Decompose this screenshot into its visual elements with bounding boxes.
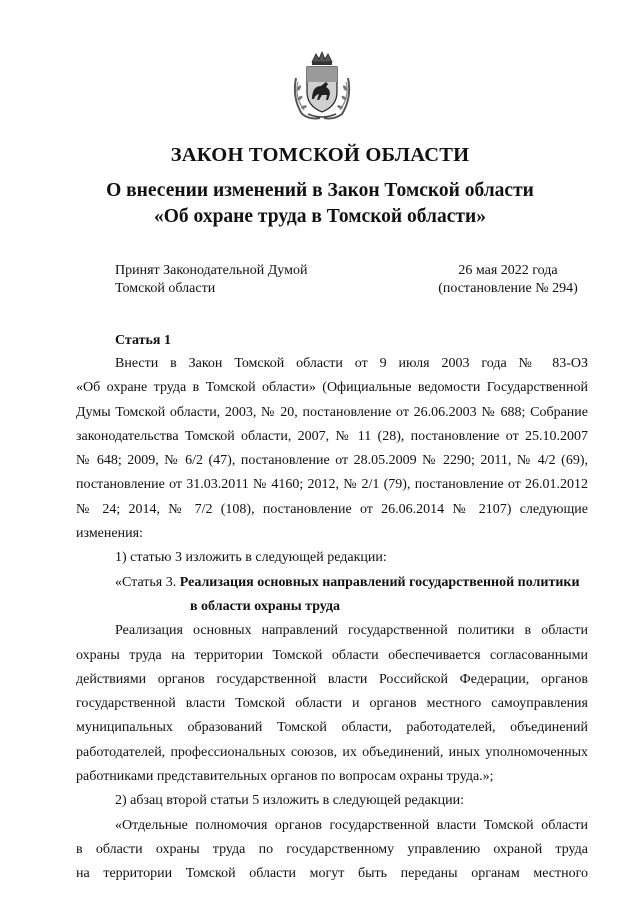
item-2: 2) абзац второй статьи 5 изложить в следующей редакции: — [115, 793, 465, 809]
article-1-body — [76, 352, 588, 887]
article-5-line: «Отдельные полномочия органов государственной власти Томской области — [115, 817, 588, 833]
article-5-line: на территории Томской области могут быть переданы органам местного — [76, 866, 588, 882]
item-1: 1) статью 3 изложить в следующей редакции: — [115, 550, 387, 566]
intro-line: законодательства Томской области, 2007, № 11 (28), постановление от 25.10.2007 — [76, 428, 588, 444]
law-subtitle — [0, 178, 640, 230]
article-3-body-line: муниципальных образований Томской области, работодателей, объединений — [76, 720, 588, 736]
article-3-title-line-2: в области охраны труда — [190, 598, 341, 614]
article-3-body-line: государственной власти Томской области и органов местного самоуправления — [76, 696, 588, 712]
intro-line: Внести в Закон Томской области от 9 июля 2003 года № 83-ОЗ — [115, 356, 588, 371]
subtitle-line-1: О внесении изменений в Закон Томской области — [106, 180, 534, 201]
tomsk-coat-of-arms-icon — [290, 48, 354, 122]
adopted-by-line-1: Принят Законодательной Думой — [115, 263, 308, 278]
intro-line: постановление от 31.03.2011 № 4160; 2012, № 2/1 (79), постановление от 26.01.2012 — [76, 477, 588, 493]
adoption-date-line: 26 мая 2022 года — [458, 263, 558, 278]
article-3-body-line: охраны труда на территории Томской области обеспечивается согласованными — [76, 647, 588, 663]
article-3-body-line: работодателей, профессиональных союзов, их объединений, иных уполномоченных — [76, 744, 588, 760]
article-3-body-line: работниками представительных органов по вопросам охраны труда.»; — [76, 769, 494, 785]
article-1-heading: Статья 1 — [115, 333, 171, 348]
article-3-prefix: «Статья 3. — [115, 574, 180, 590]
article-3-title-line-1: Реализация основных направлений государственной политики — [179, 574, 580, 590]
adopted-by-line-2: Томской области — [115, 281, 216, 296]
intro-line: Думы Томской области, 2003, № 20, постановление от 26.06.2003 № 688; Собрание — [76, 404, 588, 420]
article-3-heading — [76, 571, 588, 595]
article-3-body-line: Реализация основных направлений государственной политики в области — [115, 623, 588, 639]
intro-line: № 24; 2014, № 7/2 (108), постановление от 26.06.2014 № 2107) следующие изменения: — [76, 501, 588, 542]
article-3-body-line: действиями органов государственной власти Российской Федерации, органов — [76, 671, 588, 687]
law-title: ЗАКОН ТОМСКОЙ ОБЛАСТИ — [170, 144, 470, 166]
subtitle-line-2: «Об охране труда в Томской области» — [154, 206, 486, 227]
article-5-line: в области охраны труда по государственному управлению охраной труда — [76, 841, 588, 857]
resolution-number: (постановление № 294) — [438, 281, 578, 296]
adopted-by — [115, 262, 307, 298]
intro-line: «Об охране труда в Томской области» (Официальные ведомости Государственной — [76, 380, 588, 396]
adoption-date — [428, 262, 588, 298]
intro-line: № 648; 2009, № 6/2 (47), постановление от 28.05.2009 № 2290; 2011, № 4/2 (69), — [76, 453, 588, 469]
